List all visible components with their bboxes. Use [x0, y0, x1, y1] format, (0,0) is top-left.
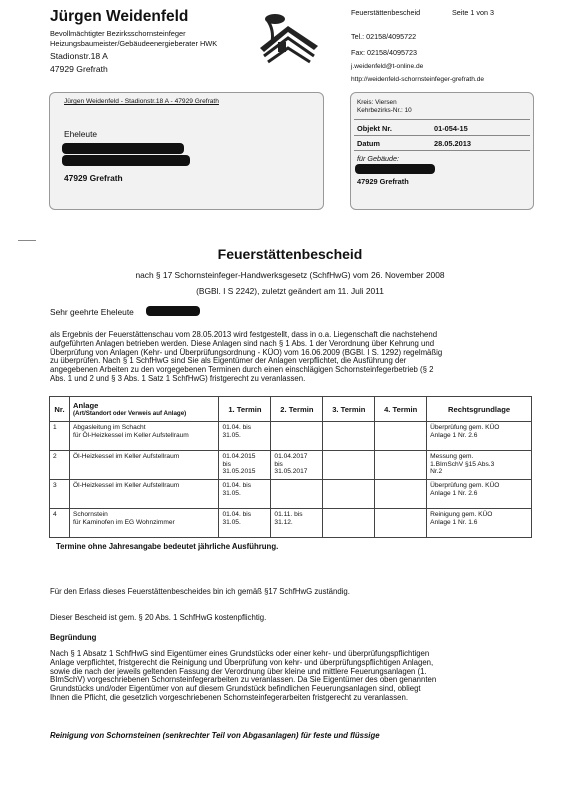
redacted-greeting-name [146, 306, 200, 316]
header-termin-3: 3. Termin [323, 397, 375, 422]
header-termin-1: 1. Termin [219, 397, 271, 422]
intro-line: zu überprüfen. Nach § 1 SchfHwG sind Sie als Eigentümer der Anlagen verpflichtet, die Ausführung der [50, 356, 407, 366]
objekt-value: 01-054-15 [434, 124, 468, 133]
table-row [50, 422, 532, 451]
begruendung-line: Ihnen die Pflicht, die gesetzlich vorgeschriebenen Schornsteinfegerarbeiten fristgerecht zu veranlassen. [50, 692, 408, 702]
header-fax: Fax: 02158/4095723 [351, 48, 417, 57]
legal-basis-line-1: nach § 17 Schornsteinfeger-Handwerksgesetz (SchfHwG) vom 26. November 2008 [135, 270, 445, 280]
sender-city: 47929 Grefrath [50, 64, 108, 74]
intro-paragraph [50, 331, 530, 384]
sender-title-2: Heizungsbaumeister/Gebäudeenergieberater HWK [50, 39, 218, 48]
cell-t1: 01.04. bis 31.05. [219, 422, 271, 451]
table-row [50, 451, 532, 480]
begruendung-heading: Begründung [50, 633, 97, 642]
footer-heading: Reinigung von Schornsteinen (senkrechter Teil von Abgasanlagen) für feste und flüssige [50, 731, 380, 740]
cell-anlage: Abgasleitung im Schacht für Öl-Heizkessel im Keller Aufstellraum [69, 422, 218, 451]
header-email: j.weidenfeld@t-online.de [351, 63, 424, 70]
sender-name: Jürgen Weidenfeld [50, 8, 189, 25]
cell-t4 [375, 509, 427, 538]
gebaeude-city: 47929 Grefrath [357, 177, 409, 186]
zustaendig-text: Für den Erlass dieses Feuerstättenbescheides bin ich gemäß §17 SchfHwG zuständig. [50, 587, 350, 596]
datum-value: 28.05.2013 [434, 139, 471, 148]
header-rechtsgrundlage: Rechtsgrundlage [427, 397, 532, 422]
objekt-label: Objekt Nr. [357, 124, 392, 133]
redacted-recipient-name [62, 143, 184, 154]
intro-line: als Ergebnis der Feuerstättenschau vom 28.05.2013 wird festgestellt, dass in o.a. Liegenschaft die nachstehend [50, 330, 438, 339]
cell-t2: 01.04.2017 bis 31.05.2017 [271, 451, 323, 480]
bezirk-label: Kehrbezirks-Nr.: 10 [357, 107, 412, 114]
cell-anlage: Öl-Heizkessel im Keller Aufstellraum [69, 480, 218, 509]
header-nr: Nr. [50, 397, 70, 422]
cell-t3 [323, 422, 375, 451]
kreis-label: Kreis: Viersen [357, 99, 397, 106]
begruendung-line: BImSchV) vorgeschriebenen Schornsteinfegerarbeiten zu veranlassen. Da Sie Eigentümer des oben genannten [50, 675, 437, 685]
header-termin-4: 4. Termin [375, 397, 427, 422]
cell-anlage: Schornstein für Kaminofen im EG Wohnzimmer [69, 509, 218, 538]
annual-note: Termine ohne Jahresangabe bedeutet jährliche Ausführung. [56, 542, 279, 551]
header-web: http://weidenfeld-schornsteinfeger-grefrath.de [351, 76, 485, 83]
cell-t4 [375, 451, 427, 480]
cell-t3 [323, 451, 375, 480]
recipient-salutation: Eheleute [64, 129, 98, 139]
begruendung-line: Anlage verpflichtet, fristgerecht die Reinigung und Überprüfung von kehr- und überprüfungspflichtigen Anlagen, [50, 657, 434, 667]
return-address-line: Jürgen Weidenfeld - Stadionstr.18 A - 47929 Grefrath [64, 98, 219, 105]
header-termin-2: 2. Termin [271, 397, 323, 422]
cell-t1: 01.04. bis 31.05. [219, 509, 271, 538]
table-row [50, 509, 532, 538]
sender-title-1: Bevollmächtigter Bezirksschornsteinfeger [50, 29, 186, 38]
header-doc-label: Feuerstättenbescheid [351, 8, 421, 17]
begruendung-line: sowie die nach der jeweils geltenden Fassung der Verordnung über kleine und mittlere Feuerungsanlagen (1. [50, 666, 427, 676]
cell-nr: 2 [50, 451, 70, 480]
greeting: Sehr geehrte Eheleute [50, 307, 134, 317]
schedule-table [49, 396, 532, 538]
header-anlage-sub: (Art/Standort oder Verweis auf Anlage) [72, 410, 187, 417]
begruendung-paragraph [50, 650, 530, 703]
cell-anlage: Öl-Heizkessel im Keller Aufstellraum [69, 451, 218, 480]
cell-recht: Überprüfung gem. KÜO Anlage 1 Nr. 2.6 [427, 480, 532, 509]
cell-recht: Reinigung gem. KÜO Anlage 1 Nr. 1.6 [427, 509, 532, 538]
info-divider-1 [354, 119, 530, 120]
cell-nr: 4 [50, 509, 70, 538]
cell-t4 [375, 422, 427, 451]
redacted-building-street [355, 164, 435, 174]
cell-t4 [375, 480, 427, 509]
table-header-row [50, 397, 532, 422]
header-anlage [69, 397, 218, 422]
cell-t2 [271, 480, 323, 509]
info-divider-2 [354, 135, 530, 136]
cell-t2: 01.11. bis 31.12. [271, 509, 323, 538]
sender-street: Stadionstr.18 A [50, 51, 108, 61]
intro-line: aufgeführten Anlagen betrieben werden. Diese Anlagen sind nach § 1 Abs. 1 der Verordnung über Kehrung und [50, 338, 435, 348]
begruendung-line: Nach § 1 Absatz 1 SchfHwG sind Eigentümer eines Grundstücks oder einer kehr- und überprüfungspflichtigen [50, 649, 430, 658]
header-anlage-title: Anlage [72, 401, 99, 410]
cell-t3 [323, 509, 375, 538]
fold-mark [18, 240, 36, 241]
cell-recht: Messung gem. 1.BImSchV §15 Abs.3 Nr.2 [427, 451, 532, 480]
cell-t2 [271, 422, 323, 451]
info-box [350, 92, 534, 210]
redacted-recipient-street [62, 155, 190, 166]
kosten-text: Dieser Bescheid ist gem. § 20 Abs. 1 SchfHwG kostenpflichtig. [50, 613, 267, 622]
table-row [50, 480, 532, 509]
cell-nr: 1 [50, 422, 70, 451]
intro-line: angegebenen Arbeiten zu den vorgegebenen Terminen durch einen einschlägigen Schornsteinfegerbetrieb (§ 2 [50, 365, 434, 375]
datum-label: Datum [357, 139, 380, 148]
recipient-box [49, 92, 324, 210]
gebaeude-label: für Gebäude: [357, 154, 399, 163]
cell-nr: 3 [50, 480, 70, 509]
header-tel: Tel.: 02158/4095722 [351, 32, 417, 41]
legal-basis-line-2: (BGBl. I S 2242), zuletzt geändert am 11. Juli 2011 [196, 286, 384, 296]
intro-line: Abs. 1 und 2 und § 3 Abs. 1 Satz 1 SchfHwG) fristgerecht zu veranlassen. [50, 373, 306, 383]
begruendung-line: Grundstücks und/oder Eigentümer von auf diesem Grundstück befindlichen Feuerungsanlagen sind, obliegt [50, 684, 421, 694]
cell-recht: Überprüfung gem. KÜO Anlage 1 Nr. 2.6 [427, 422, 532, 451]
cell-t3 [323, 480, 375, 509]
cell-t1: 01.04. bis 31.05. [219, 480, 271, 509]
document-title: Feuerstättenbescheid [217, 246, 363, 262]
cell-t1: 01.04.2015 bis 31.05.2015 [219, 451, 271, 480]
intro-line: Überprüfung von Anlagen (Kehr- und Überprüfungsordnung - KÜO) vom 16.06.2009 (BGBl. I S. 1292) regelmäßig [50, 347, 443, 357]
recipient-city: 47929 Grefrath [64, 173, 123, 183]
info-divider-3 [354, 150, 530, 151]
page-indicator: Seite 1 von 3 [452, 8, 494, 17]
chimney-sweep-logo [258, 12, 320, 68]
